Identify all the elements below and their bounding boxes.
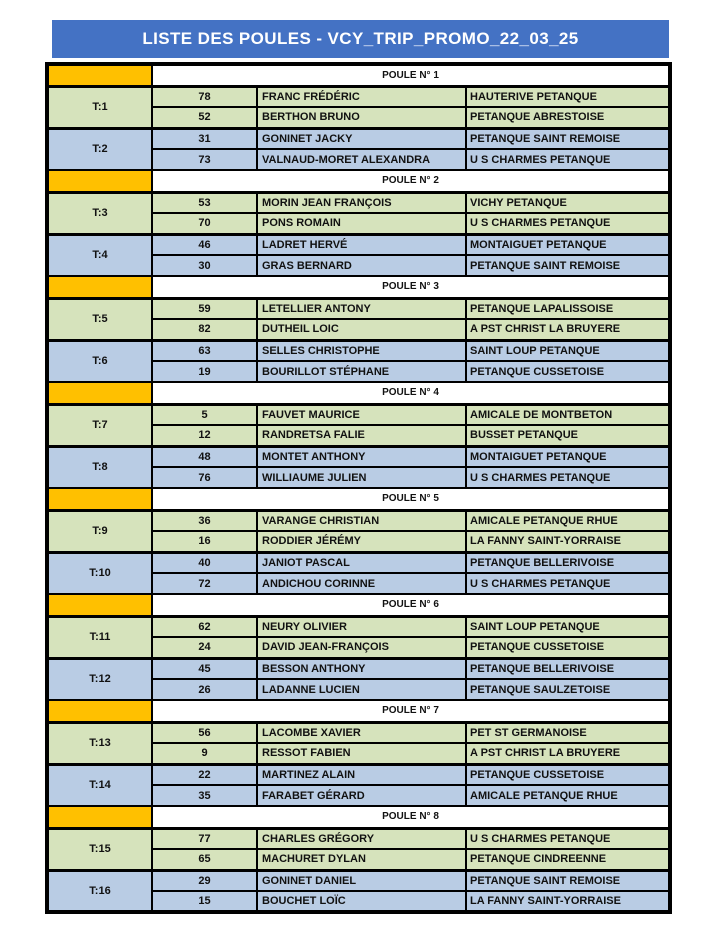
- terrain-cell: T:11: [47, 616, 152, 658]
- terrain-marker-cell: [47, 276, 152, 298]
- player-number: 35: [152, 785, 257, 806]
- terrain-cell: T:16: [47, 870, 152, 912]
- player-club: AMICALE PETANQUE RHUE: [466, 785, 670, 806]
- player-number: 40: [152, 552, 257, 573]
- player-club: HAUTERIVE PETANQUE: [466, 86, 670, 107]
- player-number: 70: [152, 213, 257, 234]
- player-name: LADRET HERVÉ: [257, 234, 466, 255]
- player-name: DUTHEIL LOIC: [257, 319, 466, 340]
- pools-table: [45, 62, 672, 914]
- pool-label: POULE N° 8: [152, 806, 670, 828]
- pool-label: POULE N° 5: [152, 488, 670, 510]
- terrain-cell: T:5: [47, 298, 152, 340]
- player-row: [47, 128, 670, 149]
- player-club: PETANQUE LAPALISSOISE: [466, 298, 670, 319]
- player-number: 30: [152, 255, 257, 276]
- terrain-cell: T:3: [47, 192, 152, 234]
- terrain-cell: T:9: [47, 510, 152, 552]
- player-name: MORIN JEAN FRANÇOIS: [257, 192, 466, 213]
- player-row: [47, 192, 670, 213]
- player-name: ANDICHOU CORINNE: [257, 573, 466, 594]
- player-name: GONINET DANIEL: [257, 870, 466, 891]
- player-name: LADANNE LUCIEN: [257, 679, 466, 700]
- player-club: PETANQUE BELLERIVOISE: [466, 658, 670, 679]
- pool-header-row: [47, 64, 670, 86]
- player-club: MONTAIGUET PETANQUE: [466, 234, 670, 255]
- player-club: BUSSET PETANQUE: [466, 425, 670, 446]
- player-name: BERTHON BRUNO: [257, 107, 466, 128]
- player-name: GONINET JACKY: [257, 128, 466, 149]
- player-name: JANIOT PASCAL: [257, 552, 466, 573]
- player-number: 52: [152, 107, 257, 128]
- terrain-marker-cell: [47, 488, 152, 510]
- player-number: 5: [152, 404, 257, 425]
- player-club: U S CHARMES PETANQUE: [466, 467, 670, 488]
- pool-label: POULE N° 2: [152, 170, 670, 192]
- player-club: PETANQUE SAINT REMOISE: [466, 255, 670, 276]
- player-name: WILLIAUME JULIEN: [257, 467, 466, 488]
- player-name: VARANGE CHRISTIAN: [257, 510, 466, 531]
- player-row: [47, 340, 670, 361]
- player-club: PETANQUE ABRESTOISE: [466, 107, 670, 128]
- player-club: LA FANNY SAINT-YORRAISE: [466, 531, 670, 552]
- pool-header-row: [47, 806, 670, 828]
- pool-label: POULE N° 7: [152, 700, 670, 722]
- player-club: U S CHARMES PETANQUE: [466, 573, 670, 594]
- pool-header-row: [47, 488, 670, 510]
- player-number: 53: [152, 192, 257, 213]
- player-number: 31: [152, 128, 257, 149]
- player-club: PETANQUE SAINT REMOISE: [466, 870, 670, 891]
- player-club: U S CHARMES PETANQUE: [466, 828, 670, 849]
- player-name: VALNAUD-MORET ALEXANDRA: [257, 149, 466, 170]
- player-club: A PST CHRIST LA BRUYERE: [466, 319, 670, 340]
- player-number: 72: [152, 573, 257, 594]
- player-name: FAUVET MAURICE: [257, 404, 466, 425]
- terrain-marker-cell: [47, 806, 152, 828]
- player-row: [47, 404, 670, 425]
- player-number: 36: [152, 510, 257, 531]
- player-name: MONTET ANTHONY: [257, 446, 466, 467]
- player-number: 82: [152, 319, 257, 340]
- player-row: [47, 722, 670, 743]
- player-name: NEURY OLIVIER: [257, 616, 466, 637]
- player-name: SELLES CHRISTOPHE: [257, 340, 466, 361]
- player-row: [47, 86, 670, 107]
- player-row: [47, 552, 670, 573]
- player-club: LA FANNY SAINT-YORRAISE: [466, 891, 670, 912]
- pool-label: POULE N° 4: [152, 382, 670, 404]
- player-number: 46: [152, 234, 257, 255]
- player-row: [47, 446, 670, 467]
- terrain-cell: T:4: [47, 234, 152, 276]
- player-row: [47, 510, 670, 531]
- player-club: U S CHARMES PETANQUE: [466, 213, 670, 234]
- terrain-marker-cell: [47, 594, 152, 616]
- player-number: 24: [152, 637, 257, 658]
- player-club: A PST CHRIST LA BRUYERE: [466, 743, 670, 764]
- terrain-marker-cell: [47, 170, 152, 192]
- terrain-cell: T:13: [47, 722, 152, 764]
- terrain-marker-cell: [47, 64, 152, 86]
- pool-label: POULE N° 3: [152, 276, 670, 298]
- player-name: LACOMBE XAVIER: [257, 722, 466, 743]
- player-number: 62: [152, 616, 257, 637]
- player-club: MONTAIGUET PETANQUE: [466, 446, 670, 467]
- player-number: 73: [152, 149, 257, 170]
- terrain-cell: T:7: [47, 404, 152, 446]
- pool-header-row: [47, 382, 670, 404]
- player-number: 48: [152, 446, 257, 467]
- player-number: 78: [152, 86, 257, 107]
- player-row: [47, 616, 670, 637]
- pool-header-row: [47, 594, 670, 616]
- player-number: 29: [152, 870, 257, 891]
- player-club: SAINT LOUP PETANQUE: [466, 340, 670, 361]
- player-name: FRANC FRÉDÉRIC: [257, 86, 466, 107]
- terrain-cell: T:1: [47, 86, 152, 128]
- player-number: 15: [152, 891, 257, 912]
- player-number: 45: [152, 658, 257, 679]
- player-club: PETANQUE CUSSETOISE: [466, 637, 670, 658]
- player-club: U S CHARMES PETANQUE: [466, 149, 670, 170]
- player-row: [47, 828, 670, 849]
- player-name: BOUCHET LOÏC: [257, 891, 466, 912]
- player-name: FARABET GÉRARD: [257, 785, 466, 806]
- player-number: 65: [152, 849, 257, 870]
- terrain-cell: T:15: [47, 828, 152, 870]
- player-number: 26: [152, 679, 257, 700]
- player-club: VICHY PETANQUE: [466, 192, 670, 213]
- player-number: 16: [152, 531, 257, 552]
- pool-label: POULE N° 6: [152, 594, 670, 616]
- player-club: AMICALE PETANQUE RHUE: [466, 510, 670, 531]
- player-club: SAINT LOUP PETANQUE: [466, 616, 670, 637]
- terrain-cell: T:2: [47, 128, 152, 170]
- player-number: 9: [152, 743, 257, 764]
- pool-header-row: [47, 170, 670, 192]
- player-number: 12: [152, 425, 257, 446]
- player-name: MARTINEZ ALAIN: [257, 764, 466, 785]
- terrain-cell: T:10: [47, 552, 152, 594]
- player-row: [47, 298, 670, 319]
- page-title: LISTE DES POULES - VCY_TRIP_PROMO_22_03_25: [52, 20, 669, 58]
- player-row: [47, 234, 670, 255]
- player-number: 63: [152, 340, 257, 361]
- player-row: [47, 870, 670, 891]
- terrain-cell: T:14: [47, 764, 152, 806]
- pools-table-body: [47, 64, 670, 912]
- player-club: PETANQUE CINDREENNE: [466, 849, 670, 870]
- player-name: RESSOT FABIEN: [257, 743, 466, 764]
- player-club: PETANQUE BELLERIVOISE: [466, 552, 670, 573]
- pool-header-row: [47, 276, 670, 298]
- player-name: CHARLES GRÉGORY: [257, 828, 466, 849]
- player-name: RODDIER JÉRÉMY: [257, 531, 466, 552]
- player-number: 56: [152, 722, 257, 743]
- player-club: PETANQUE SAULZETOISE: [466, 679, 670, 700]
- pool-label: POULE N° 1: [152, 64, 670, 86]
- player-name: RANDRETSA FALIE: [257, 425, 466, 446]
- player-name: BESSON ANTHONY: [257, 658, 466, 679]
- player-club: PET ST GERMANOISE: [466, 722, 670, 743]
- player-number: 22: [152, 764, 257, 785]
- terrain-cell: T:8: [47, 446, 152, 488]
- terrain-cell: T:12: [47, 658, 152, 700]
- player-name: PONS ROMAIN: [257, 213, 466, 234]
- player-club: AMICALE DE MONTBETON: [466, 404, 670, 425]
- terrain-marker-cell: [47, 382, 152, 404]
- player-number: 77: [152, 828, 257, 849]
- terrain-cell: T:6: [47, 340, 152, 382]
- player-name: LETELLIER ANTONY: [257, 298, 466, 319]
- player-club: PETANQUE CUSSETOISE: [466, 764, 670, 785]
- player-club: PETANQUE CUSSETOISE: [466, 361, 670, 382]
- player-name: DAVID JEAN-FRANÇOIS: [257, 637, 466, 658]
- player-row: [47, 764, 670, 785]
- player-club: PETANQUE SAINT REMOISE: [466, 128, 670, 149]
- pool-header-row: [47, 700, 670, 722]
- player-row: [47, 658, 670, 679]
- player-number: 19: [152, 361, 257, 382]
- player-name: BOURILLOT STÉPHANE: [257, 361, 466, 382]
- player-number: 59: [152, 298, 257, 319]
- player-name: MACHURET DYLAN: [257, 849, 466, 870]
- player-number: 76: [152, 467, 257, 488]
- terrain-marker-cell: [47, 700, 152, 722]
- player-name: GRAS BERNARD: [257, 255, 466, 276]
